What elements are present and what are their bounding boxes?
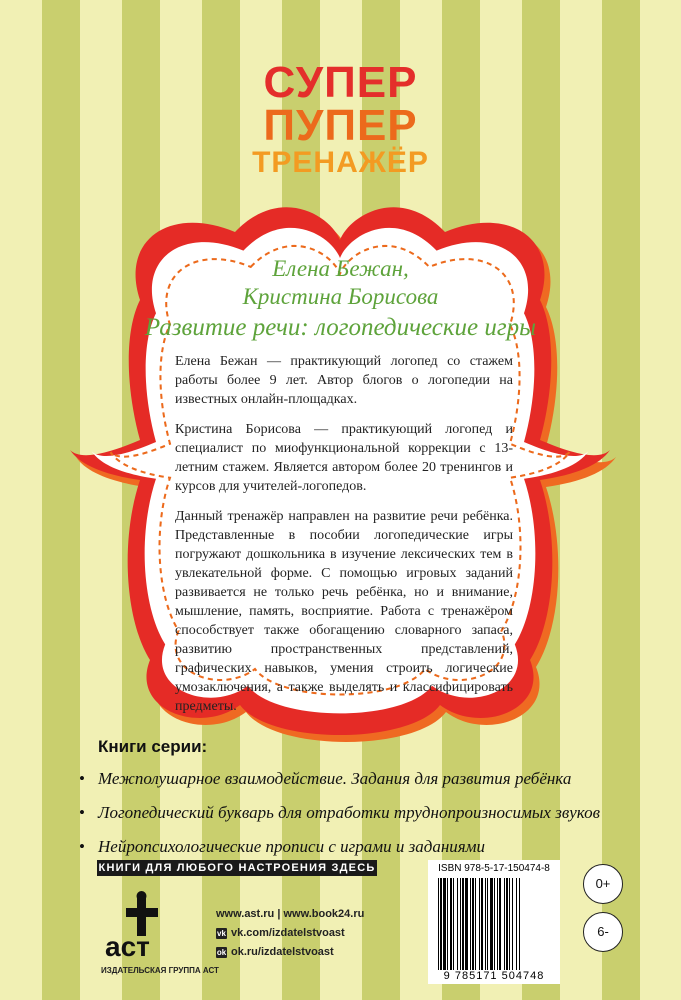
barcode <box>436 878 552 970</box>
list-item: • Нейропсихологические прописи с играми и заданиями <box>98 837 658 857</box>
series-title-line1: СУПЕР <box>263 58 418 107</box>
barcode-bar <box>485 878 486 970</box>
websites-link[interactable]: www.ast.ru | www.book24.ru <box>216 908 365 920</box>
barcode-bar <box>447 878 448 970</box>
barcode-bar <box>481 878 483 970</box>
vk-link[interactable] <box>216 924 364 943</box>
barcode-bar <box>470 878 471 970</box>
authors <box>0 255 681 311</box>
author-line1: Елена Бежан, <box>272 256 409 281</box>
age-rating-badge: 0+ <box>583 864 623 904</box>
barcode-bar <box>494 878 495 970</box>
age-rating-badge: 6- <box>583 912 623 952</box>
barcode-bar <box>516 878 517 970</box>
series-heading: Книги серии: <box>98 737 208 756</box>
barcode-bar <box>465 878 468 970</box>
annotation-text <box>175 352 513 727</box>
series-title-line2: ПУПЕР <box>263 101 418 150</box>
author-line2: Кристина Борисова <box>242 284 439 309</box>
barcode-bar <box>440 878 442 970</box>
paragraph-author2: Кристина Борисова — практикующий логопед и специалист по миофункциональной коррекции с 13-летним стажем. Является автором более 20 тренингов и курсов для учителей-логопедов. <box>175 422 513 494</box>
publisher-caption: ИЗДАТЕЛЬСКАЯ ГРУППА АСТ <box>101 966 219 975</box>
barcode-bar <box>497 878 498 970</box>
vk-icon: vk <box>217 929 226 938</box>
barcode-bar <box>519 878 520 970</box>
slogan-bar: КНИГИ ДЛЯ ЛЮБОГО НАСТРОЕНИЯ ЗДЕСЬ <box>98 862 376 874</box>
barcode-bar <box>438 878 439 970</box>
barcode-bar <box>487 878 488 970</box>
barcode-bar <box>453 878 454 970</box>
barcode-bar <box>472 878 474 970</box>
series-title-line3: ТРЕНАЖЁР <box>252 146 429 179</box>
barcode-bar <box>479 878 480 970</box>
isbn-box <box>428 860 560 984</box>
barcode-bar <box>506 878 508 970</box>
series-list <box>98 769 658 857</box>
barcode-bar <box>499 878 501 970</box>
barcode-bar <box>504 878 505 970</box>
barcode-bar <box>490 878 493 970</box>
vk-link-text: vk.com/izdatelstvoast <box>231 927 345 939</box>
barcode-bar <box>512 878 513 970</box>
barcode-bar <box>457 878 458 970</box>
barcode-bar <box>509 878 510 970</box>
ok-icon: ok <box>216 948 227 957</box>
barcode-bar <box>450 878 452 970</box>
list-item: • Логопедический букварь для отработки труднопроизносимых звуков <box>98 803 658 823</box>
barcode-number: 9 785171 504748 <box>443 970 545 982</box>
ok-link-text: ok.ru/izdatelstvoast <box>231 946 334 958</box>
series-books <box>98 737 658 871</box>
barcode-bar <box>462 878 464 970</box>
logo-text: аст <box>105 931 150 962</box>
ok-link[interactable] <box>216 943 364 962</box>
barcode-bar <box>475 878 476 970</box>
publisher-links <box>216 905 364 962</box>
isbn: ISBN 978-5-17-150474-8 <box>438 863 550 874</box>
barcode-bar <box>443 878 446 970</box>
paragraph-description: Данный тренажёр направлен на развитие речи ребёнка. Представленные в пособии логопедические игры погружают дошкольника в изучение лексических тем в увлекательной форме. С помощью игровых заданий развивается не только речь ребёнка, но и внимание, мышление, память, восприятие. Работа с тренажёром способствует также обогащению словарного запаса, развитию пространственных представлений, графических навыков, умения строить логические умозаключения, а также выделять и классифицировать предметы. <box>175 509 513 714</box>
book-title: Развитие речи: логопедические игры <box>144 314 537 341</box>
list-item: • Межполушарное взаимодействие. Задания для развития ребёнка <box>98 769 658 789</box>
paragraph-author1: Елена Бежан — практикующий логопед со стажем работы более 9 лет. Автор блогов о логопедии на известных онлайн-площадках. <box>175 354 513 407</box>
barcode-bar <box>460 878 461 970</box>
